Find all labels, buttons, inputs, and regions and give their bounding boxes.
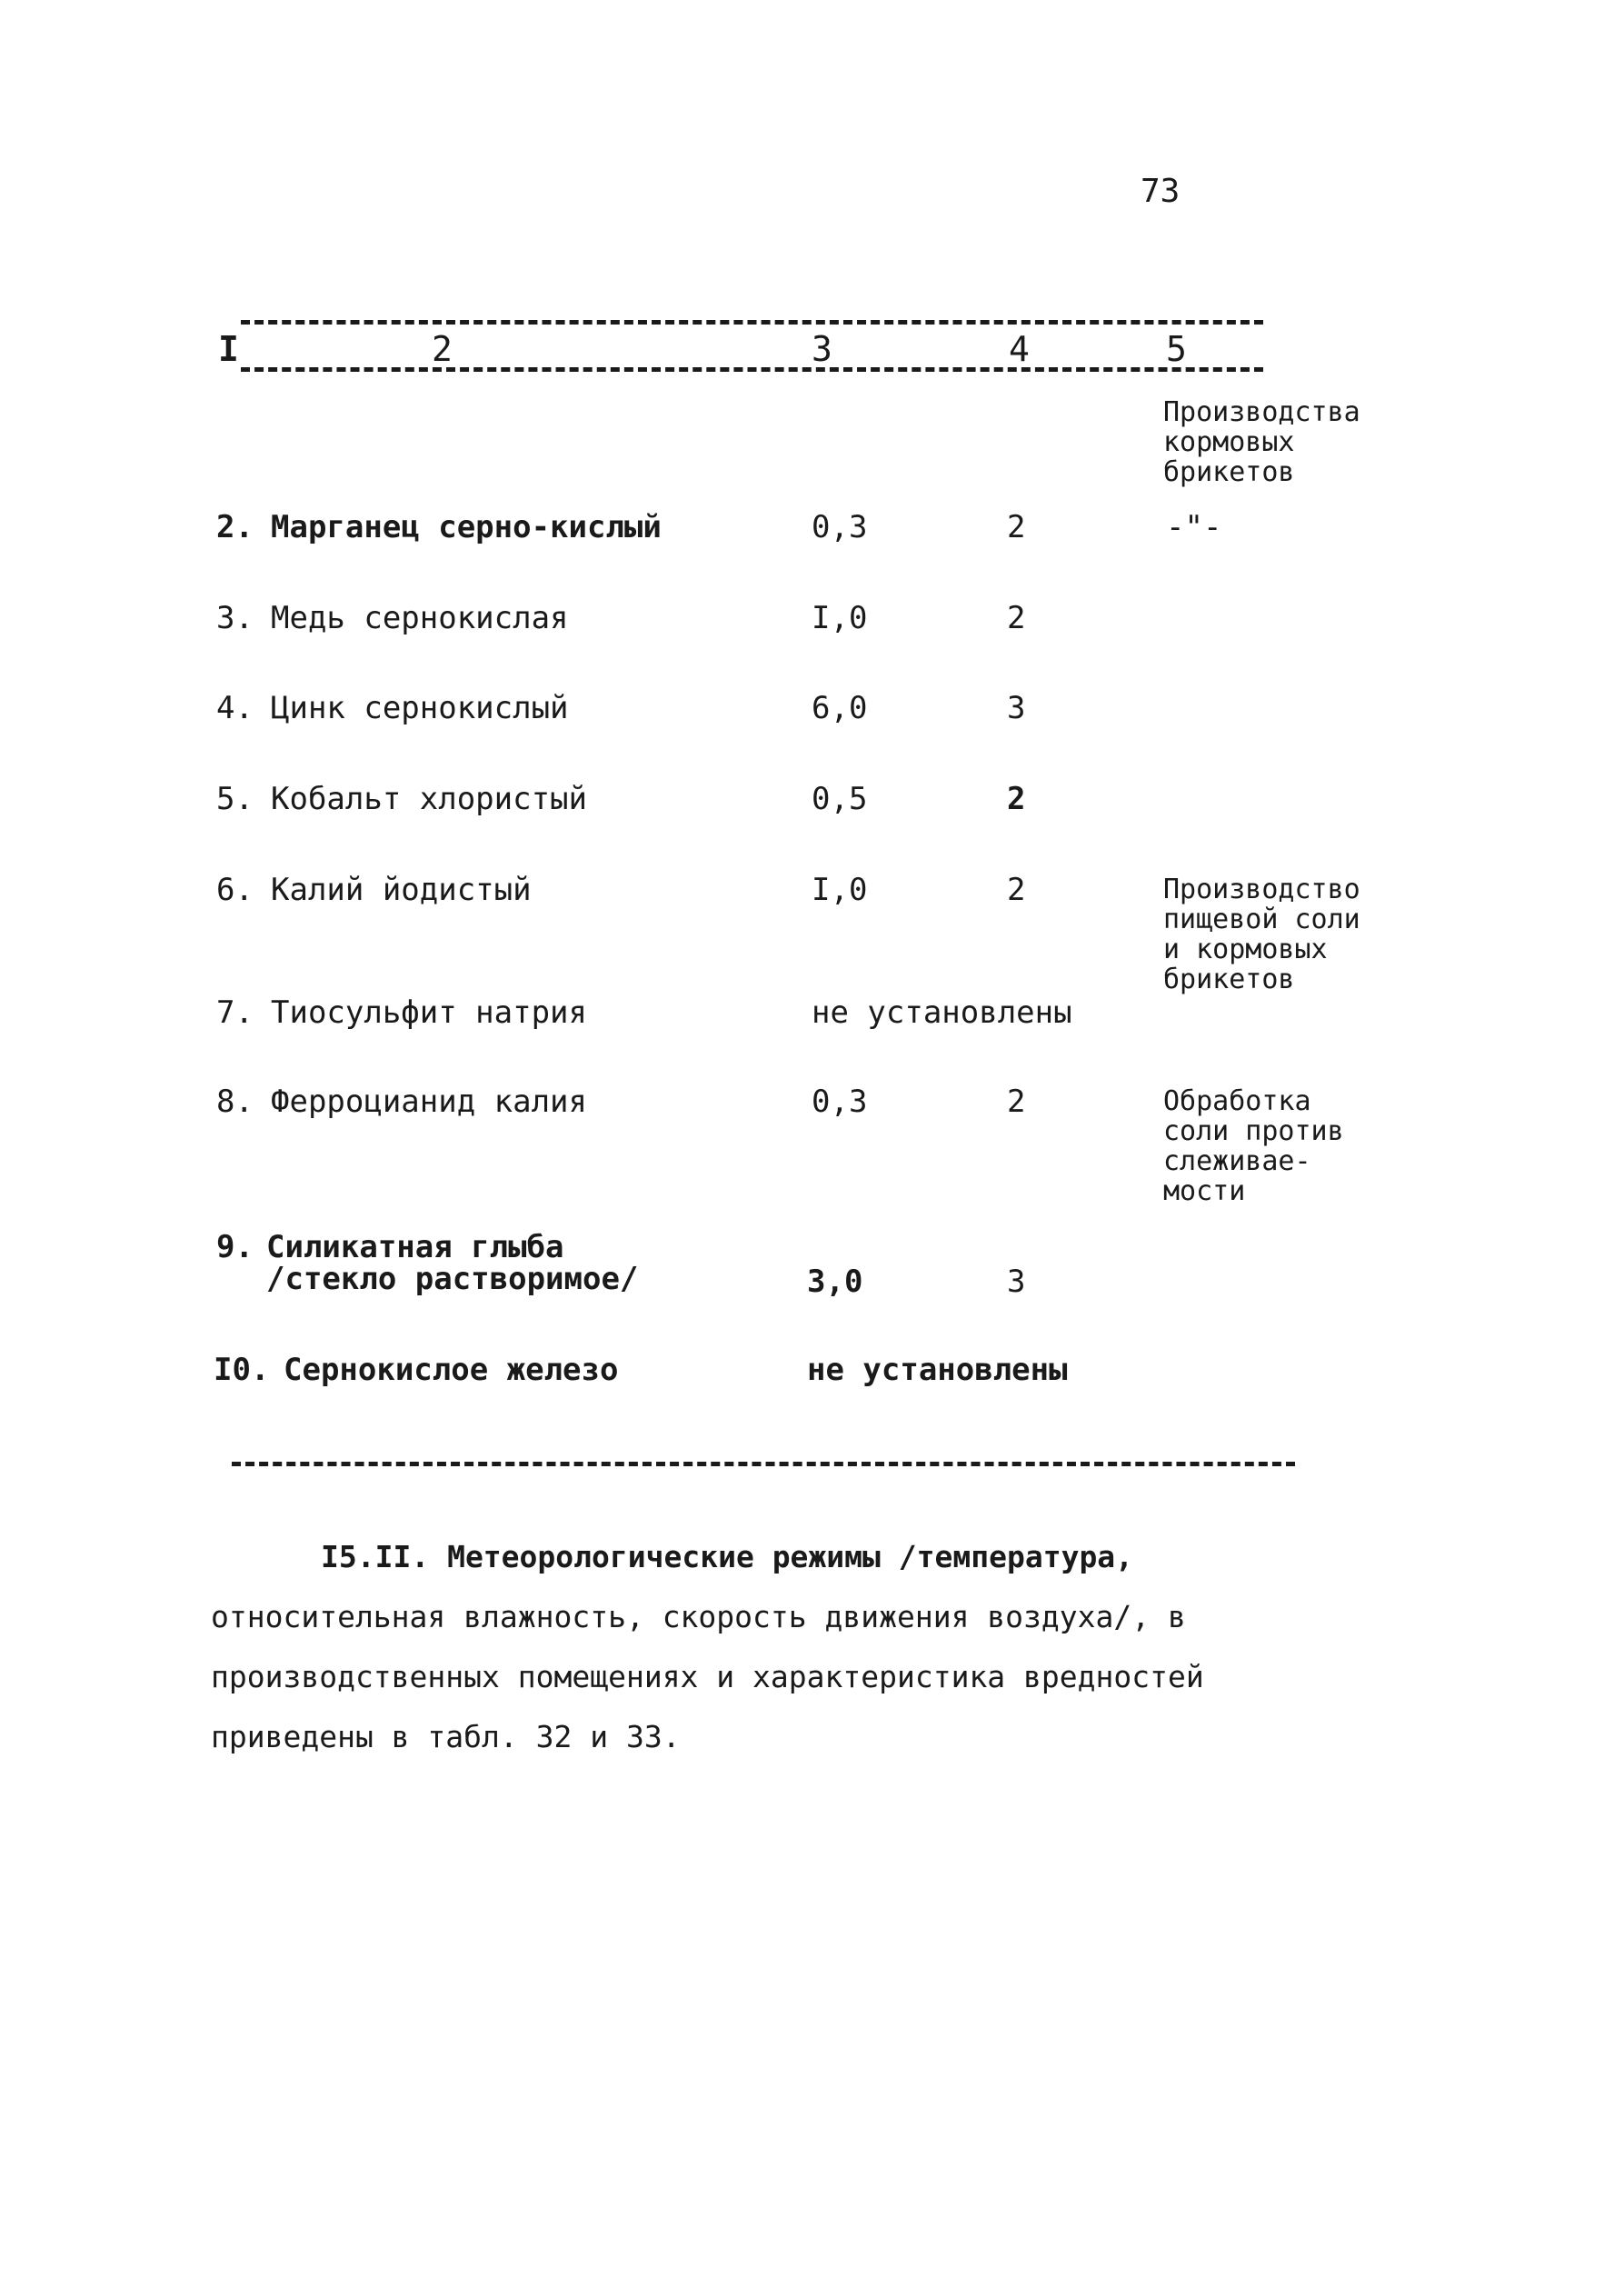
row-number: 3. <box>216 600 254 636</box>
row-number: 2. <box>216 509 254 545</box>
row-number: 5. <box>216 781 254 817</box>
application-note: Производство пищевой соли и кормовых брикетов <box>1163 874 1360 995</box>
hazard-class: 2 <box>1007 509 1026 545</box>
substance-name: Калий йодистый <box>271 872 532 908</box>
row-number: 9. <box>216 1229 254 1265</box>
paragraph-line-3: производственных помещениях и характеристика вредностей <box>211 1659 1204 1694</box>
row-number: 6. <box>216 872 254 908</box>
hazard-class: 2 <box>1007 600 1026 636</box>
column-header-2: 2 <box>432 329 453 369</box>
hazard-class: 2 <box>1007 1084 1026 1120</box>
substance-name: Цинк сернокислый <box>271 690 569 726</box>
application-note: -"- <box>1166 509 1222 545</box>
substance-name: Медь сернокислая <box>271 600 569 636</box>
paragraph-line-1: I5.II. Метеорологические режимы /температура, <box>321 1539 1134 1574</box>
substance-name-line-2: /стекло растворимое/ <box>266 1261 639 1297</box>
table-header-rule <box>241 367 1263 372</box>
page-number: 73 <box>1141 173 1181 210</box>
hazard-class: 3 <box>1007 1264 1026 1300</box>
column-header-3: 3 <box>812 329 832 369</box>
substance-name: Ферроцианид калия <box>271 1084 587 1120</box>
substance-name: Тиосульфит натрия <box>271 994 587 1031</box>
hazard-class: 2 <box>1007 872 1026 908</box>
concentration-value: не установлены <box>807 1352 1068 1388</box>
concentration-value: 0,3 <box>812 509 868 545</box>
substance-name: Силикатная глыба <box>266 1229 564 1265</box>
concentration-value: I,0 <box>812 600 868 636</box>
concentration-value: 0,5 <box>812 781 868 817</box>
hazard-class: 3 <box>1007 690 1026 726</box>
concentration-value: 6,0 <box>812 690 868 726</box>
substance-name: Сернокислое железо <box>284 1352 619 1388</box>
column-header-1: I <box>218 329 239 369</box>
substance-name: Кобальт хлористый <box>271 781 587 817</box>
paragraph-line-2: относительная влажность, скорость движения воздуха/, в <box>211 1599 1186 1634</box>
table-bottom-rule <box>232 1462 1295 1466</box>
table-top-rule <box>241 320 1263 325</box>
row-number: 8. <box>216 1084 254 1120</box>
application-note: Обработка соли против слеживае- мости <box>1163 1085 1344 1207</box>
column-header-5: 5 <box>1166 329 1187 369</box>
row-number: I0. <box>214 1352 270 1388</box>
paragraph-line-4: приведены в табл. 32 и 33. <box>211 1719 681 1754</box>
hazard-class: 2 <box>1007 781 1026 817</box>
concentration-value: 3,0 <box>807 1264 863 1300</box>
row-number: 7. <box>216 994 254 1031</box>
concentration-value: не установлены <box>812 994 1072 1031</box>
substance-name: Марганец серно-кислый <box>271 509 662 545</box>
column-5-continuation-note: Производства кормовых брикетов <box>1163 396 1360 488</box>
row-number: 4. <box>216 690 254 726</box>
concentration-value: 0,3 <box>812 1084 868 1120</box>
column-header-4: 4 <box>1009 329 1030 369</box>
concentration-value: I,0 <box>812 872 868 908</box>
